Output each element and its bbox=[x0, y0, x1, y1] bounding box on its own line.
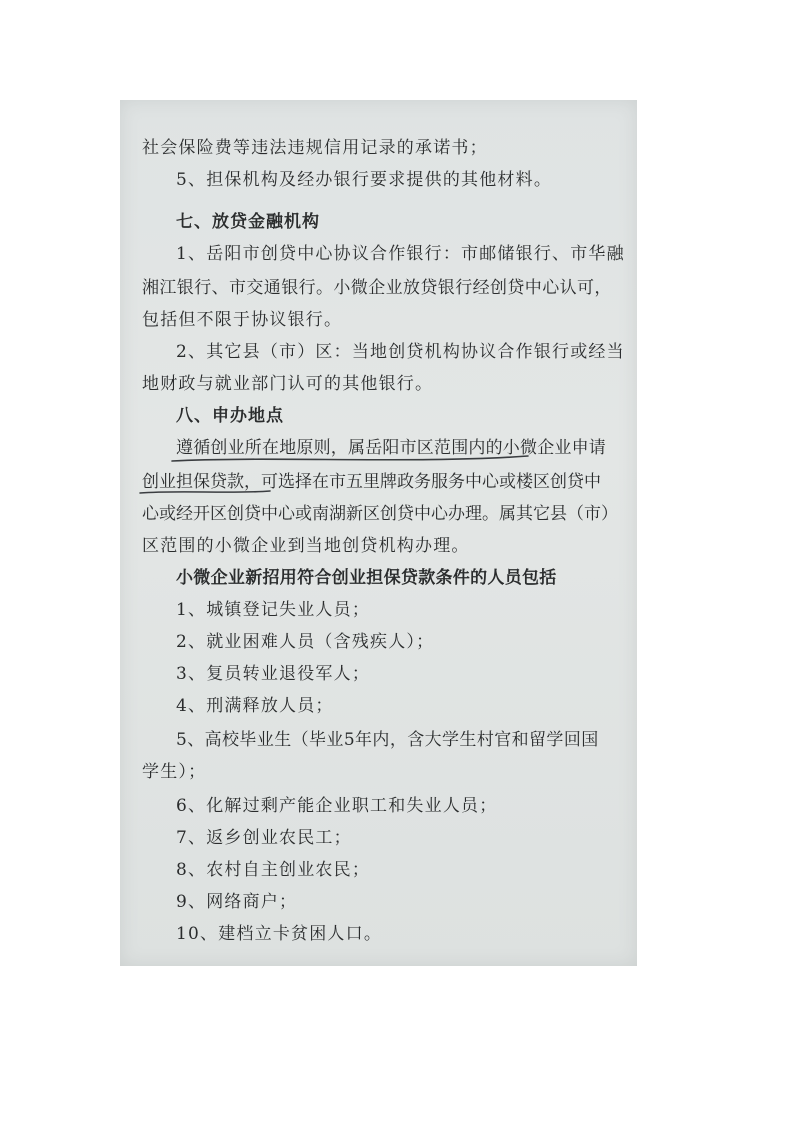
list-item: 10、建档立卡贫困人口。 bbox=[176, 924, 383, 944]
text-line: 社会保险费等违法违规信用记录的承诺书； bbox=[142, 138, 488, 158]
list-item: 8、农村自主创业农民； bbox=[176, 860, 371, 880]
scanned-page bbox=[120, 100, 637, 966]
list-item: 7、返乡创业农民工； bbox=[176, 828, 352, 848]
text-line: 区范围的小微企业到当地创贷机构办理。 bbox=[142, 536, 470, 556]
section-heading: 八、申办地点 bbox=[176, 406, 284, 426]
list-item: 1、城镇登记失业人员； bbox=[176, 600, 371, 620]
text-line: 创业担保贷款，可选择在市五里牌政务服务中心或楼区创贷中 bbox=[142, 472, 601, 492]
text-line: 学生）； bbox=[142, 762, 207, 782]
list-item: 3、复员转业退役军人； bbox=[176, 664, 371, 684]
text-line: 地财政与就业部门认可的其他银行。 bbox=[142, 374, 434, 394]
text-line: 1、岳阳市创贷中心协议合作银行：市邮储银行、市华融 bbox=[176, 244, 625, 264]
text-line: 5、担保机构及经办银行要求提供的其他材料。 bbox=[176, 170, 553, 190]
list-item: 6、化解过剩产能企业职工和失业人员； bbox=[176, 796, 498, 816]
text-line: 心或经开区创贷中心或南湖新区创贷中心办理。属其它县（市） bbox=[142, 504, 618, 524]
list-item: 4、刑满释放人员； bbox=[176, 696, 334, 716]
text-line: 2、其它县（市）区：当地创贷机构协议合作银行或经当 bbox=[176, 342, 625, 362]
list-item: 2、就业困难人员（含残疾人）； bbox=[176, 632, 435, 652]
section-heading: 小微企业新招用符合创业担保贷款条件的人员包括 bbox=[176, 568, 557, 588]
text-line: 遵循创业所在地原则，属岳阳市区范围内的小微企业申请 bbox=[176, 438, 606, 458]
list-item: 9、网络商户； bbox=[176, 892, 298, 912]
list-item: 5、高校毕业生（毕业5年内，含大学生村官和留学回国 bbox=[176, 730, 599, 750]
text-line: 包括但不限于协议银行。 bbox=[142, 310, 343, 330]
section-heading: 七、放贷金融机构 bbox=[176, 212, 320, 232]
text-line: 湘江银行、市交通银行。小微企业放贷银行经创贷中心认可， bbox=[142, 278, 612, 298]
